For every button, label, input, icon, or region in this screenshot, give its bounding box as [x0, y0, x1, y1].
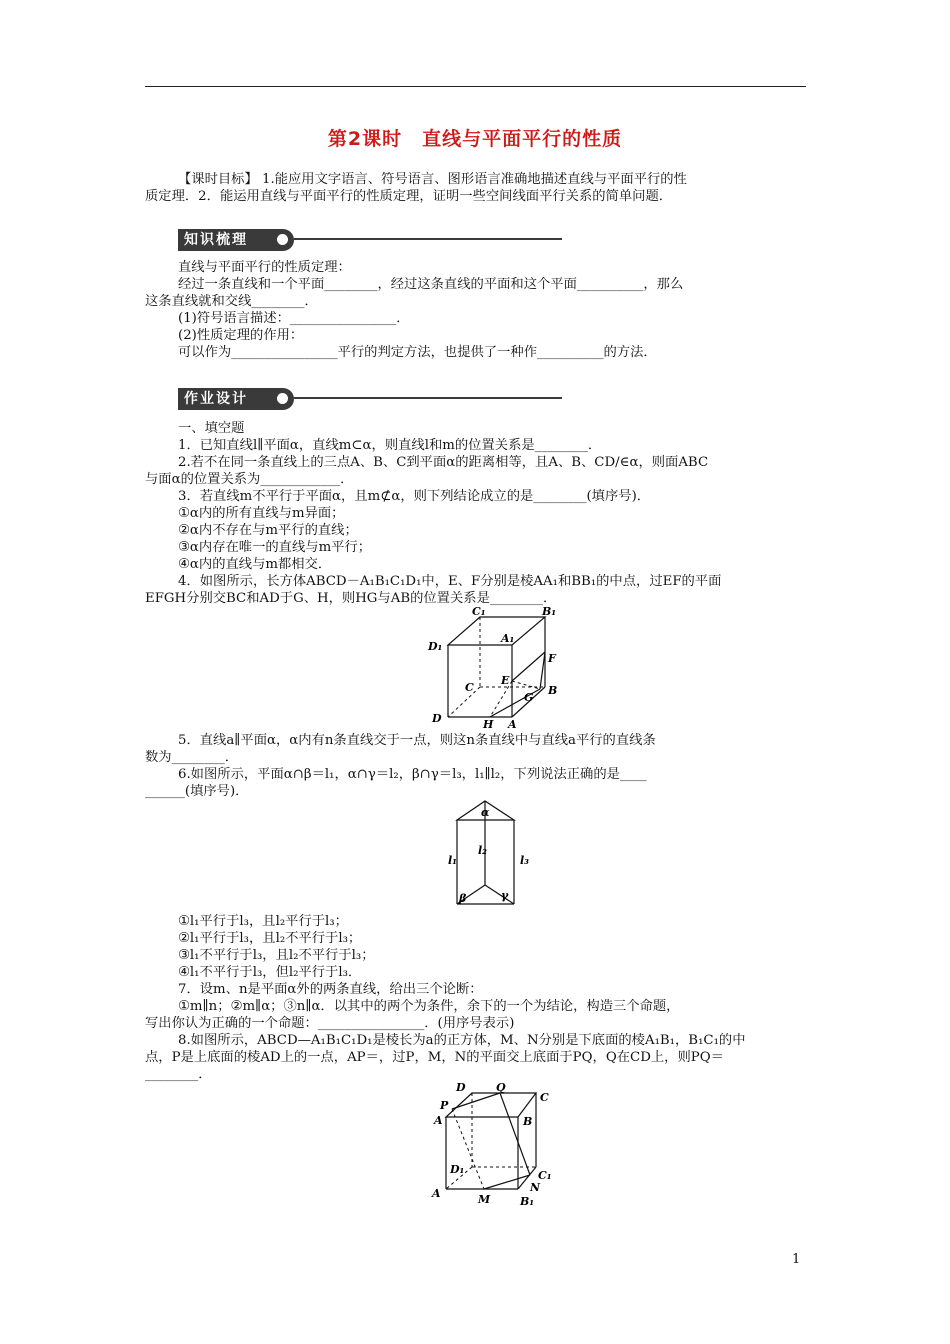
label-A1: A	[432, 1187, 441, 1200]
q5-line: 5．直线a∥平面α，α内有n条直线交于一点，则这n条直线中与直线a平行的直线条	[178, 733, 656, 748]
label-N: N	[530, 1181, 541, 1194]
figure-cube-section	[426, 1081, 566, 1211]
q2-line: 与面α的位置关系为____________．	[145, 472, 354, 487]
label-G: G	[524, 691, 534, 704]
label-B: B	[548, 684, 558, 697]
q5-line: 数为________．	[145, 750, 239, 765]
s1-line: 直线与平面平行的性质定理：	[178, 260, 351, 275]
label-C1: C₁	[538, 1169, 552, 1182]
s1-line: 这条直线就和交线________．	[145, 294, 318, 309]
q3-option: ④α内的直线与m都相交．	[178, 557, 332, 572]
label-H: H	[483, 718, 494, 730]
q6-option: ①l₁平行于l₃，且l₂平行于l₃；	[178, 914, 348, 929]
label-B: B	[523, 1115, 533, 1128]
q4-line: EFGH分别交BC和AD于G、H，则HG与AB的位置关系是________．	[145, 591, 557, 606]
q6-line: 6.如图所示，平面α∩β＝l₁，α∩γ＝l₂，β∩γ＝l₃，l₁∥l₂，下列说法正确的是____	[178, 767, 647, 782]
label-l1: l₁	[448, 854, 457, 867]
label-E: E	[501, 674, 510, 687]
q6-line: ______(填序号)．	[145, 784, 249, 799]
q3-line: 3．若直线m不平行于平面α，且m⊄α，则下列结论成立的是________(填序号)．	[178, 489, 651, 504]
label-M: M	[478, 1193, 491, 1206]
objective-line-1: 【课时目标】 1.能应用文字语言、符号语言、图形语言准确地描述直线与平面平行的性	[178, 172, 687, 187]
figure-planes-prism	[440, 798, 540, 913]
label-A: A	[508, 718, 517, 730]
label-P: P	[440, 1099, 449, 1112]
label-A: A	[434, 1114, 443, 1127]
objective-line-2: 质定理．2．能运用直线与平面平行的性质定理，证明一些空间线面平行关系的简单问题．	[145, 189, 673, 204]
q3-option: ③α内存在唯一的直线与m平行；	[178, 540, 372, 555]
q6-option: ③l₁不平行于l₃，且l₂不平行于l₃；	[178, 948, 375, 963]
q8-line: 8.如图所示，ABCD—A₁B₁C₁D₁是棱长为a的正方体，M、N分别是下底面的棱A₁B₁，B₁C₁的中	[178, 1033, 746, 1048]
s1-line: 可以作为________________平行的判定方法，也提供了一种作__________的方法．	[178, 345, 657, 360]
bullet-dot-icon	[277, 393, 288, 404]
q4-line: 4．如图所示，长方体ABCD－A₁B₁C₁D₁中，E、F分别是棱AA₁和BB₁的中点，过EF的平面	[178, 574, 722, 589]
s1-line: 经过一条直线和一个平面________，经过这条直线的平面和这个平面__________，那么	[178, 277, 684, 292]
label-l3: l₃	[520, 854, 529, 867]
q2-line: 2.若不在同一条直线上的三点A、B、C到平面α的距离相等，且A、B、CD/∈α，则面ABC	[178, 455, 709, 470]
label-alpha: α	[481, 806, 490, 819]
label-A1: A₁	[501, 632, 515, 645]
label-D: D	[456, 1081, 466, 1094]
label-gamma: γ	[501, 889, 509, 902]
q3-option: ①α内的所有直线与m异面；	[178, 506, 345, 521]
top-rule	[145, 86, 806, 87]
q7-line: ①m∥n；②m∥α；③n∥α．以其中的两个为条件，余下的一个为结论，构造三个命题，	[178, 999, 680, 1014]
label-B1: B₁	[520, 1195, 535, 1208]
q7-line: 7．设m、n是平面α外的两条直线，给出三个论断：	[178, 982, 483, 997]
label-D1: D₁	[450, 1163, 465, 1176]
label-l2: l₂	[478, 844, 487, 857]
q6-option: ②l₁平行于l₃，且l₂不平行于l₃；	[178, 931, 362, 946]
bullet-dot-icon	[277, 234, 288, 245]
section-header-rule	[294, 397, 562, 399]
label-C1: C₁	[472, 605, 486, 618]
label-D: D	[432, 712, 442, 725]
s1-line: (2)性质定理的作用：	[178, 328, 304, 343]
page-number: 1	[792, 1252, 801, 1267]
page-title: 第2课时 直线与平面平行的性质	[327, 128, 623, 150]
label-C: C	[465, 681, 474, 694]
figure-cuboid	[420, 605, 570, 730]
label-D1: D₁	[428, 640, 443, 653]
s1-line: (1)符号语言描述：________________．	[178, 311, 410, 326]
label-C: C	[540, 1091, 549, 1104]
q1-line: 1．已知直线l∥平面α，直线m⊂α，则直线l和m的位置关系是________．	[178, 438, 602, 453]
section-header-label: 知识梳理	[178, 229, 294, 251]
q7-line: 写出你认为正确的一个命题：________________．(用序号表示)	[145, 1016, 515, 1031]
q8-line: ________．	[145, 1067, 212, 1082]
label-F: F	[548, 652, 556, 665]
q3-option: ②α内不存在与m平行的直线；	[178, 523, 358, 538]
label-beta: β	[459, 892, 467, 905]
section-header-label: 作业设计	[178, 388, 294, 410]
label-Q: Q	[496, 1081, 506, 1094]
s2-line: 一、填空题	[178, 421, 245, 436]
q8-line: 点，P是上底面的棱AD上的一点，AP＝，过P，M，N的平面交上底面于PQ，Q在CD上，则PQ＝	[145, 1050, 724, 1065]
section-header-rule	[294, 238, 562, 240]
label-B1: B₁	[542, 605, 557, 618]
q6-option: ④l₁不平行于l₃，但l₂平行于l₃．	[178, 965, 362, 980]
